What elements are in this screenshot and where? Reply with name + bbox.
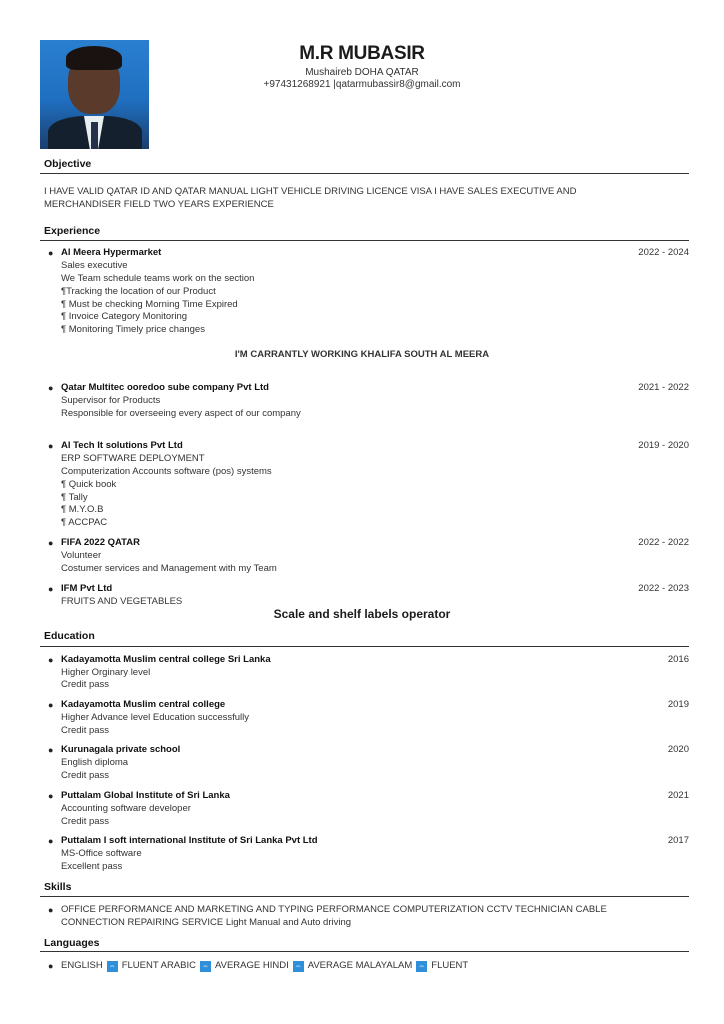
job-detail: ¶ Tally: [61, 492, 88, 503]
education-divider: [40, 646, 689, 647]
double-arrow-box-icon: ⇔: [294, 962, 302, 970]
objective-text-line-1: I HAVE VALID QATAR ID AND QATAR MANUAL LIGHT VEHICLE DRIVING LICENCE VISA I HAVE SALES EXECUTIVE AND: [44, 186, 577, 197]
job-detail: ¶Tracking the location of our Product: [61, 286, 216, 297]
experience-divider: [40, 240, 689, 241]
job-detail: Computerization Accounts software (pos) systems: [61, 466, 272, 477]
skills-text-line-1: OFFICE PERFORMANCE AND MARKETING AND TYPING PERFORMANCE COMPUTERIZATION CCTV TECHNICIAN CABLE: [61, 904, 607, 915]
skills-heading: Skills: [44, 881, 72, 893]
edu-school: Kadayamotta Muslim central college: [61, 699, 226, 710]
skills-text-line-2: CONNECTION REPAIRING SERVICE Light Manual and Auto driving: [61, 917, 352, 928]
job-detail: Volunteer: [61, 550, 102, 561]
job-dates: 2022 - 2023: [638, 583, 689, 594]
languages-heading: Languages: [44, 937, 100, 949]
profile-photo: [40, 40, 149, 149]
edu-detail: Accounting software developer: [61, 803, 191, 814]
bullet: ●: [48, 791, 54, 801]
job-detail: Costumer services and Management with my Team: [61, 563, 277, 574]
photo-hair: [66, 46, 122, 70]
bullet: ●: [48, 248, 54, 258]
photo-tie: [91, 122, 98, 149]
edu-year: 2020: [667, 744, 689, 755]
edu-detail: Credit pass: [61, 725, 110, 736]
bullet: ●: [48, 700, 54, 710]
job-detail: Supervisor for Products: [61, 395, 161, 406]
objective-heading: Objective: [44, 158, 92, 170]
address-line: Mushaireb DOHA QATAR: [305, 67, 419, 78]
language-item: FLUENT: [431, 960, 469, 971]
contact-line: +97431268921 |qatarmubassir8@gmail.com: [263, 79, 461, 90]
skills-divider: [40, 896, 689, 897]
job-company: Al Tech It solutions Pvt Ltd: [61, 440, 183, 451]
bullet: ●: [48, 745, 54, 755]
current-work-note: I'M CARRANTLY WORKING KHALIFA SOUTH AL MEERA: [234, 349, 490, 360]
edu-year: 2016: [667, 654, 689, 665]
job-detail: ¶ Invoice Category Monitoring: [61, 311, 188, 322]
edu-year: 2017: [667, 835, 689, 846]
edu-school: Puttalam Global Institute of Sri Lanka: [61, 790, 230, 801]
job-dates: 2021 - 2022: [638, 382, 689, 393]
edu-detail: Higher Advance level Education successfully: [61, 712, 249, 723]
job-detail: ¶ Monitoring Timely price changes: [61, 324, 205, 335]
edu-detail: Excellent pass: [61, 861, 123, 872]
job-company: FIFA 2022 QATAR: [61, 537, 141, 548]
objective-text-line-2: MERCHANDISER FIELD TWO YEARS EXPERIENCE: [44, 199, 274, 210]
job-dates: 2022 - 2022: [638, 537, 689, 548]
scale-operator-note: Scale and shelf labels operator: [273, 607, 451, 621]
job-detail: ERP SOFTWARE DEPLOYMENT: [61, 453, 205, 464]
job-company: Al Meera Hypermarket: [61, 247, 162, 258]
edu-detail: English diploma: [61, 757, 129, 768]
bullet: ●: [48, 584, 54, 594]
language-item: AVERAGE HINDI: [214, 960, 289, 971]
experience-heading: Experience: [44, 225, 101, 237]
bullet: ●: [48, 655, 54, 665]
job-detail: Responsible for overseeing every aspect of our company: [61, 408, 301, 419]
edu-school: Kadayamotta Muslim central college Sri Lanka: [61, 654, 271, 665]
job-detail: We Team schedule teams work on the section: [61, 273, 255, 284]
languages-divider: [40, 951, 689, 952]
double-arrow-box-icon: ⇔: [201, 962, 209, 970]
job-detail: ¶ M.Y.O.B: [61, 504, 104, 515]
edu-school: Kurunagala private school: [61, 744, 181, 755]
edu-year: 2021: [667, 790, 689, 801]
edu-detail: Credit pass: [61, 679, 110, 690]
job-dates: 2022 - 2024: [638, 247, 689, 258]
edu-year: 2019: [667, 699, 689, 710]
bullet: ●: [48, 961, 54, 971]
bullet: ●: [48, 383, 54, 393]
job-detail: FRUITS AND VEGETABLES: [61, 596, 183, 607]
double-arrow-box-icon: ⇔: [418, 962, 426, 970]
job-dates: 2019 - 2020: [638, 440, 689, 451]
bullet: ●: [48, 441, 54, 451]
edu-detail: Credit pass: [61, 816, 110, 827]
objective-divider: [40, 173, 689, 174]
bullet: ●: [48, 538, 54, 548]
double-arrow-box-icon: ⇔: [108, 962, 116, 970]
job-detail: Sales executive: [61, 260, 128, 271]
language-item: FLUENT ARABIC: [121, 960, 196, 971]
edu-detail: Higher Orginary level: [61, 667, 151, 678]
languages-list: [61, 960, 468, 973]
job-company: Qatar Multitec ooredoo sube company Pvt Ltd: [61, 382, 269, 393]
job-detail: ¶ ACCPAC: [61, 517, 108, 528]
edu-detail: Credit pass: [61, 770, 110, 781]
job-detail: ¶ Quick book: [61, 479, 117, 490]
job-detail: ¶ Must be checking Morning Time Expired: [61, 299, 238, 310]
bullet: ●: [48, 905, 54, 915]
language-item: AVERAGE MALAYALAM: [307, 960, 413, 971]
language-item: ENGLISH: [61, 960, 103, 971]
bullet: ●: [48, 836, 54, 846]
education-heading: Education: [44, 630, 95, 642]
edu-detail: MS-Office software: [61, 848, 142, 859]
candidate-name: M.R MUBASIR: [299, 43, 425, 64]
job-company: IFM Pvt Ltd: [61, 583, 113, 594]
edu-school: Puttalam I soft international Institute of Sri Lanka Pvt Ltd: [61, 835, 318, 846]
